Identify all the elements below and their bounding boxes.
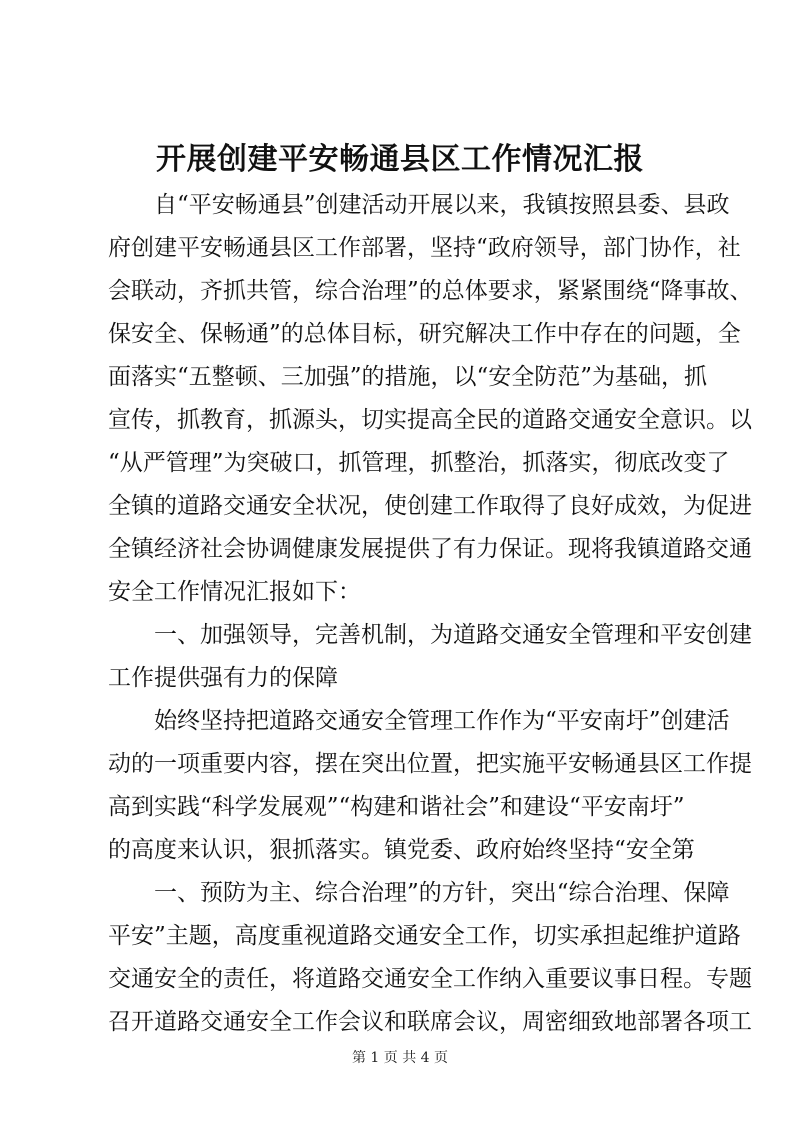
text-line: 府创建平安畅通县区工作部署，坚持“政府领导，部门协作，社 (108, 235, 741, 261)
text-line: 安全工作情况汇报如下： (108, 579, 361, 605)
text-line: 交通安全的责任，将道路交通安全工作纳入重要议事日程。专题 (108, 966, 752, 992)
page-number-footer: 第 1 页 共 4 页 (351, 1050, 449, 1066)
section-heading-line: 工作提供强有力的保障 (108, 665, 338, 691)
document-body (108, 184, 753, 1044)
text-line: 平安”主题，高度重视道路交通安全工作，切实承担起维护道路 (108, 923, 741, 949)
text-line: “从严管理”为突破口，抓管理，抓整治，抓落实，彻底改变了 (108, 450, 730, 476)
text-line: 自“平安畅通县”创建活动开展以来，我镇按照县委、县政 (154, 192, 730, 218)
document-title: 开展创建平安畅通县区工作情况汇报 (156, 142, 644, 177)
section-heading-line: 一、加强领导，完善机制，为道路交通安全管理和平安创建 (154, 622, 752, 648)
text-line: 的高度来认识，狠抓落实。镇党委、政府始终坚持“安全第 (108, 837, 695, 863)
text-line: 宣传，抓教育，抓源头，切实提高全民的道路交通安全意识。以 (108, 407, 752, 433)
text-line: 一、预防为主、综合治理”的方针，突出“综合治理、保障 (154, 880, 730, 906)
text-line: 召开道路交通安全工作会议和联席会议，周密细致地部署各项工 (108, 1009, 752, 1035)
text-line: 保安全、保畅通”的总体目标，研究解决工作中存在的问题，全 (108, 321, 741, 347)
text-line: 始终坚持把道路交通安全管理工作作为“平安南圩”创建活 (154, 708, 730, 734)
text-line: 高到实践“科学发展观”“构建和谐社会”和建设“平安南圩” (108, 794, 685, 820)
text-line: 全镇经济社会协调健康发展提供了有力保证。现将我镇道路交通 (108, 536, 752, 562)
text-line: 全镇的道路交通安全状况，使创建工作取得了良好成效，为促进 (108, 493, 752, 519)
text-line: 动的一项重要内容，摆在突出位置，把实施平安畅通县区工作提 (108, 751, 752, 777)
text-line: 面落实“五整顿、三加强”的措施，以“安全防范”为基础，抓 (108, 364, 708, 390)
text-line: 会联动，齐抓共管，综合治理”的总体要求，紧紧围绕“降事故、 (108, 278, 753, 304)
